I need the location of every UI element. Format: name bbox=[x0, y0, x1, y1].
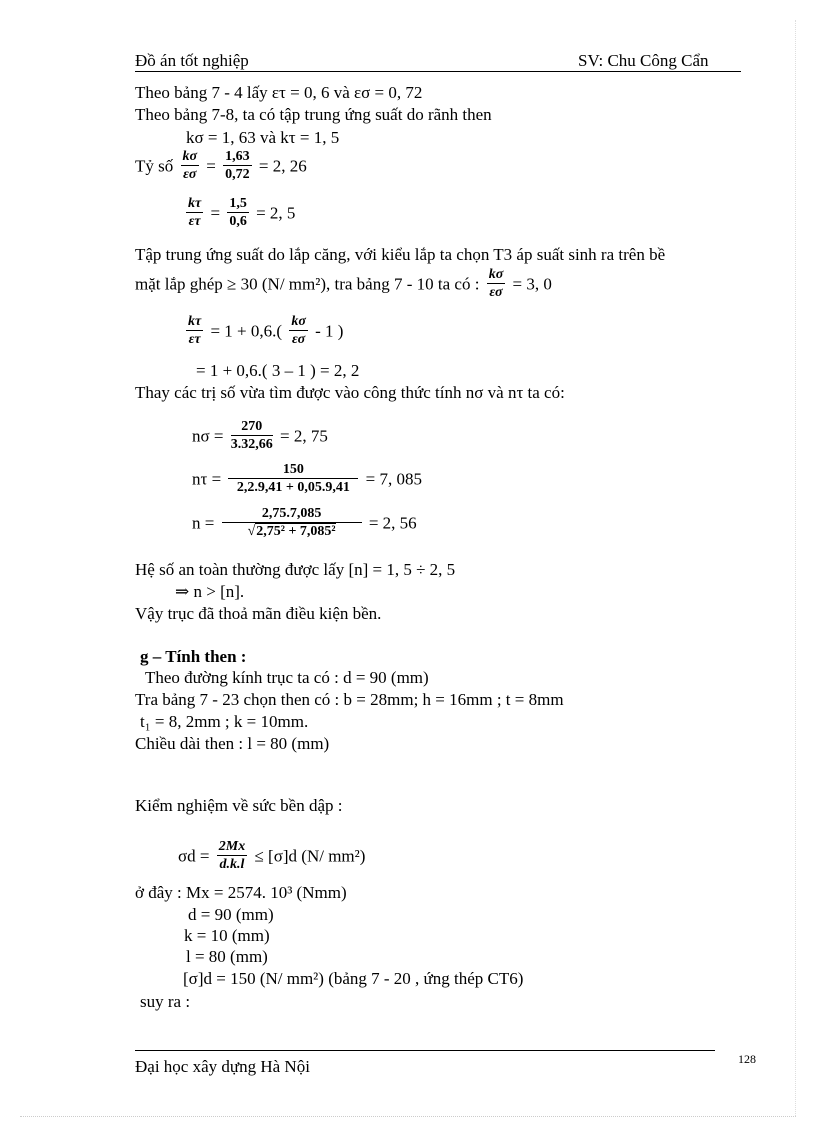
n-sigma-formula: nσ = $\frac{270}{3.32,66}$ = 2, 75 bbox=[192, 419, 328, 452]
where-4: l = 80 (mm) bbox=[186, 947, 268, 966]
g-line-2: Tra bảng 7 - 23 chọn then có : b = 28mm; h = 16mm ; t = 8mm bbox=[135, 690, 564, 709]
ratio-prefix: Tỷ số bbox=[135, 156, 174, 176]
n-tau-formula: nτ = $\frac{150}{2,2.9,41 + 0,05.9,41}$ = 7, 085 bbox=[192, 462, 423, 495]
footer-rule bbox=[135, 1050, 715, 1051]
check-title: Kiểm nghiệm về sức bền dập : bbox=[135, 796, 343, 815]
line-2: Theo bảng 7-8, ta có tập trung ứng suất do rãnh then bbox=[135, 105, 492, 124]
section-g-title: g – Tính then : bbox=[140, 647, 247, 666]
line-6: Tập trung ứng suất do lắp căng, với kiểu lắp ta chọn T3 áp suất sinh ra trên bề bbox=[135, 245, 666, 264]
where-1: ở đây : Mx = 2574. 10³ (Nmm) bbox=[135, 883, 347, 902]
k-over-e-tau-2: $\frac{k\tau}{\varepsilon\tau}$ bbox=[188, 314, 202, 347]
fraction-1-5: $\frac{1,5}{0,6}$ bbox=[229, 196, 247, 229]
page-number: 128 bbox=[738, 1052, 756, 1066]
ratio-sigma: Tỷ số $\frac{k\sigma}{\varepsilon\sigma}$ = $\frac{1,63}{0,72}$ = 2, 26 bbox=[135, 149, 307, 182]
line-11: Hệ số an toàn thường được lấy [n] = 1, 5 ÷ 2, 5 bbox=[135, 560, 456, 579]
line-8: $\frac{k\tau}{\varepsilon\tau}$ = 1 + 0,6.( $\frac{k\sigma}{\varepsilon\sigma}$ - 1 ) bbox=[188, 314, 344, 347]
page-border-bottom bbox=[20, 1116, 796, 1117]
page-border-right bbox=[795, 20, 796, 1116]
ratio-sigma-result: = 2, 26 bbox=[258, 156, 307, 176]
sigma-d-formula: σd = $\frac{2Mx}{d.k.l}$ ≤ [σ]d (N/ mm²) bbox=[178, 839, 366, 872]
line-7: mặt lắp ghép ≥ 30 (N/ mm²), tra bảng 7 - 10 ta có : $\frac{k\sigma}{\varepsilon\sigma}$ = 3, 0 bbox=[135, 267, 552, 300]
k-over-e-sigma: $\frac{k\sigma}{\varepsilon\sigma}$ bbox=[182, 149, 198, 182]
g-line-3: t₁ = 8, 2mm ; k = 10mm. bbox=[140, 712, 309, 731]
where-2: d = 90 (mm) bbox=[188, 905, 274, 924]
line-3: kσ = 1, 63 và kτ = 1, 5 bbox=[186, 128, 340, 147]
n-formula: n = $\frac{2,75.7,085}{\text{√2,75² + 7,085²}}$ = 2, 56 bbox=[192, 506, 417, 539]
line-1: Theo bảng 7 - 4 lấy ετ = 0, 6 và εσ = 0, 72 bbox=[135, 83, 423, 102]
where-3: k = 10 (mm) bbox=[184, 926, 270, 945]
header-left: Đồ án tốt nghiệp bbox=[135, 51, 249, 70]
line-13: Vậy trục đã thoả mãn điều kiện bền. bbox=[135, 604, 382, 623]
g-line-1: Theo đường kính trục ta có : d = 90 (mm) bbox=[145, 668, 429, 687]
fraction-1-63: $\frac{1,63}{0,72}$ bbox=[225, 149, 250, 182]
line-9: = 1 + 0,6.( 3 – 1 ) = 2, 2 bbox=[196, 361, 360, 380]
ratio-tau: $\frac{k\tau}{\varepsilon\tau}$ = $\frac{1,5}{0,6}$ = 2, 5 bbox=[188, 196, 296, 229]
ratio-tau-result: = 2, 5 bbox=[256, 203, 296, 223]
header-rule bbox=[135, 71, 741, 72]
footer-left: Đại học xây dựng Hà Nội bbox=[135, 1057, 310, 1076]
g-line-4: Chiều dài then : l = 80 (mm) bbox=[135, 734, 330, 753]
line-12: ⇒ n > [n]. bbox=[175, 582, 245, 601]
k-over-e-sigma-3: $\frac{k\sigma}{\varepsilon\sigma}$ bbox=[291, 314, 306, 347]
where-5: [σ]d = 150 (N/ mm²) (bảng 7 - 20 , ứng thép CT6) bbox=[183, 969, 524, 988]
k-over-e-sigma-2: $\frac{k\sigma}{\varepsilon\sigma}$ bbox=[488, 267, 504, 300]
where-6: suy ra : bbox=[140, 992, 191, 1011]
line-10: Thay các trị số vừa tìm được vào công thức tính nσ và nτ ta có: bbox=[135, 383, 565, 402]
header-right: SV: Chu Công Cẩn bbox=[578, 51, 709, 70]
k-over-e-tau: $\frac{k\tau}{\varepsilon\tau}$ bbox=[188, 196, 202, 229]
